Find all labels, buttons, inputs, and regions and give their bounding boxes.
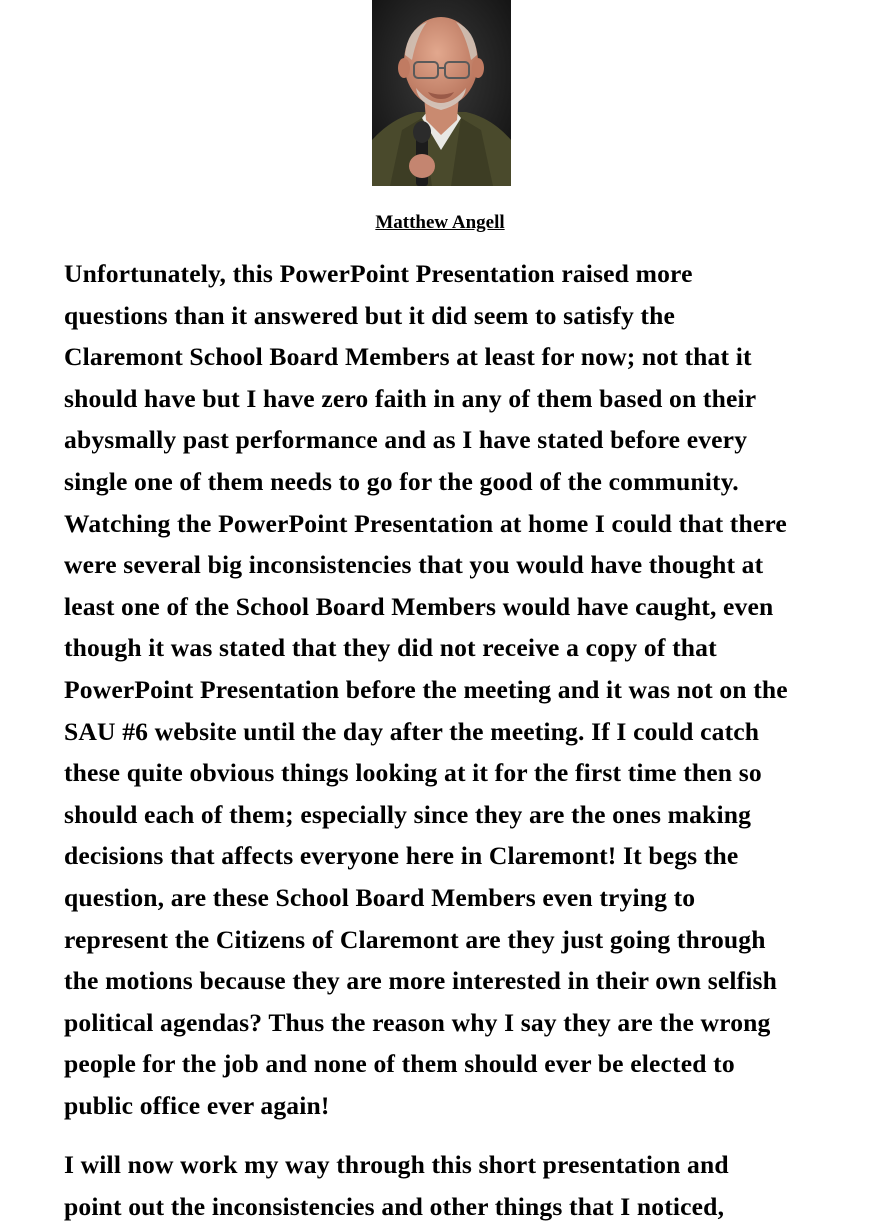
- text-line: were several big inconsistencies that you would have thought at: [64, 550, 764, 580]
- text-line: represent the Citizens of Claremont are they just going through: [64, 924, 766, 954]
- text-line: Watching the PowerPoint Presentation at home I could that there: [64, 508, 787, 538]
- text-line: SAU #6 website until the day after the meeting. If I could catch: [64, 716, 760, 746]
- text-line: least one of the School Board Members would have caught, even: [64, 591, 774, 621]
- text-line: these quite obvious things looking at it for the first time then so: [64, 758, 762, 788]
- text-line: the motions because they are more interested in their own selfish: [64, 966, 778, 996]
- text-line: abysmally past performance and as I have stated before every: [64, 425, 748, 455]
- text-line: questions than it answered but it did seem to satisfy the: [64, 300, 676, 330]
- text-line: decisions that affects everyone here in Claremont! It begs the: [64, 841, 739, 871]
- text-line: Unfortunately, this PowerPoint Presentation raised more: [64, 259, 693, 288]
- text-line: single one of them needs to go for the good of the community.: [64, 466, 739, 496]
- speaker-portrait-image: [372, 0, 511, 186]
- text-line: should have but I have zero faith in any of them based on their: [64, 383, 757, 413]
- text-line: should each of them; especially since they are the ones making: [64, 799, 752, 829]
- text-line: Claremont School Board Members at least for now; not that it: [64, 342, 752, 372]
- article-body: [2, 253, 880, 1228]
- text-line: PowerPoint Presentation before the meeting and it was not on the: [64, 674, 788, 704]
- text-line: question, are these School Board Members even trying to: [64, 882, 696, 912]
- text-line: I will now work my way through this short presentation and: [64, 1150, 729, 1180]
- article-paragraph-1: [2, 253, 880, 1126]
- caption-name: Matthew Angell: [375, 212, 505, 233]
- photo-caption: [0, 210, 880, 236]
- text-line: point out the inconsistencies and other things that I noticed,: [64, 1192, 725, 1222]
- text-line: political agendas? Thus the reason why I say they are the wrong: [64, 1007, 771, 1037]
- article-paragraph-2: [2, 1144, 880, 1227]
- text-line: though it was stated that they did not receive a copy of that: [64, 633, 717, 663]
- text-line: people for the job and none of them should ever be elected to: [64, 1049, 735, 1079]
- speaker-photo: [372, 0, 511, 186]
- text-line: public office ever again!: [64, 1090, 330, 1120]
